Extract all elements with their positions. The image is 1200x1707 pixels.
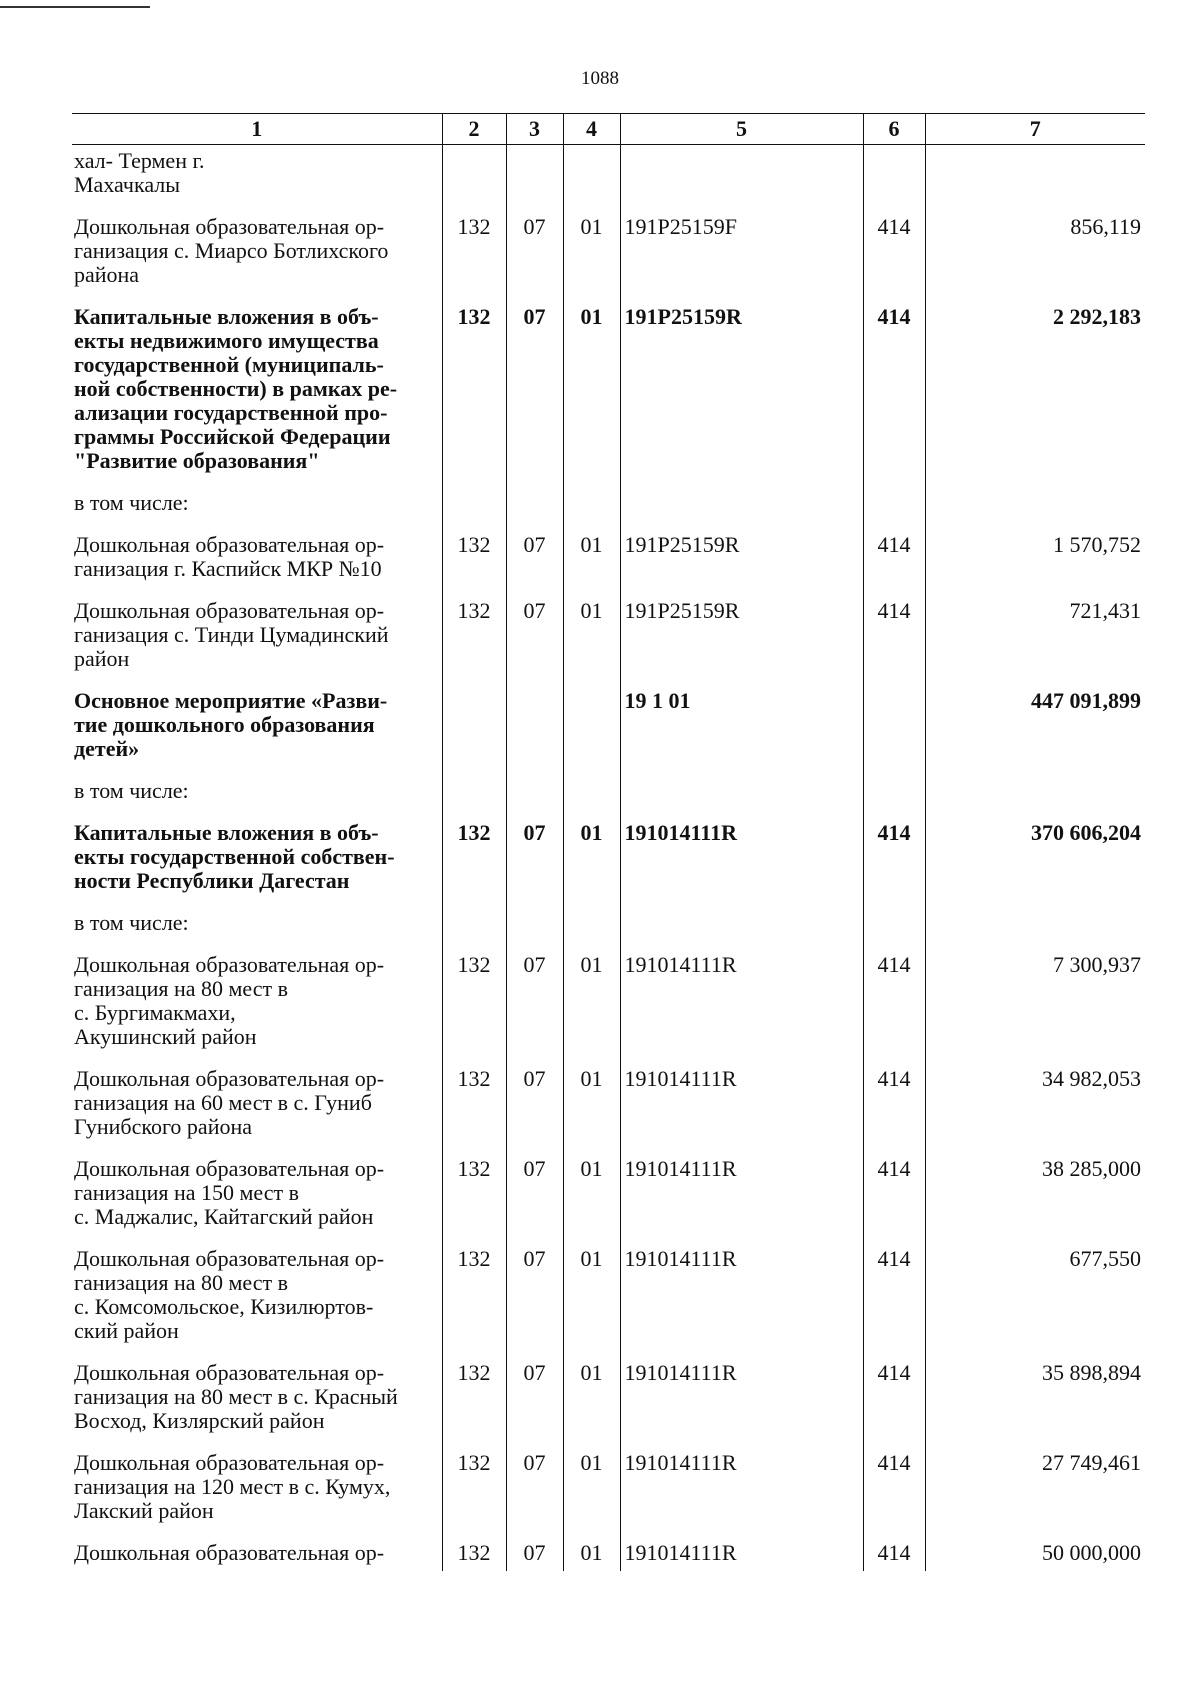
row-col3-cell xyxy=(506,911,563,953)
row-code-cell xyxy=(620,911,863,953)
row-col6-cell: 414 xyxy=(863,1541,925,1571)
row-col4-cell: 01 xyxy=(563,1361,620,1451)
row-col2-cell xyxy=(442,491,506,533)
row-amount-cell: 34 982,053 xyxy=(925,1067,1145,1157)
row-col3-cell xyxy=(506,779,563,821)
row-col2-cell xyxy=(442,145,506,216)
row-col2-cell: 132 xyxy=(442,821,506,911)
row-col6-cell: 414 xyxy=(863,1157,925,1247)
row-col3-cell: 07 xyxy=(506,215,563,305)
row-name-cell: Основное мероприятие «Разви- тие дошкольного образования детей» xyxy=(74,688,388,761)
row-amount-cell: 38 285,000 xyxy=(925,1157,1145,1247)
row-col2-cell xyxy=(442,911,506,953)
row-col2-cell xyxy=(442,689,506,779)
row-code-cell: 191014111R xyxy=(620,1451,863,1541)
row-amount-cell: 27 749,461 xyxy=(925,1451,1145,1541)
row-name-cell: Дошкольная образовательная ор- ганизация на 80 мест в с. Бургимакмахи, Акушинский район xyxy=(74,952,385,1049)
row-col3-cell: 07 xyxy=(506,1157,563,1247)
row-col6-cell: 414 xyxy=(863,1451,925,1541)
row-col4-cell xyxy=(563,689,620,779)
row-col6-cell xyxy=(863,911,925,953)
row-col2-cell: 132 xyxy=(442,1451,506,1541)
row-col2-cell: 132 xyxy=(442,953,506,1067)
row-amount-cell: 370 606,204 xyxy=(925,821,1145,911)
row-code-cell: 191P25159R xyxy=(620,599,863,689)
row-name-cell: Дошкольная образовательная ор- ганизация на 80 мест в с. Красный Восход, Кизлярский район xyxy=(74,1360,398,1433)
row-code-cell: 191014111R xyxy=(620,1157,863,1247)
row-name-cell: в том числе: xyxy=(74,778,189,803)
row-col3-cell: 07 xyxy=(506,1067,563,1157)
row-col4-cell: 01 xyxy=(563,305,620,491)
row-amount-cell: 856,119 xyxy=(925,215,1145,305)
row-col6-cell: 414 xyxy=(863,821,925,911)
row-col2-cell: 132 xyxy=(442,1067,506,1157)
table-row xyxy=(72,1157,1145,1247)
row-col6-cell xyxy=(863,689,925,779)
row-col4-cell xyxy=(563,145,620,216)
table-row xyxy=(72,491,1145,533)
row-col2-cell: 132 xyxy=(442,215,506,305)
table-row xyxy=(72,145,1145,216)
row-col4-cell: 01 xyxy=(563,1451,620,1541)
col-header-5: 5 xyxy=(620,114,863,145)
row-col2-cell xyxy=(442,779,506,821)
row-col6-cell xyxy=(863,779,925,821)
row-col4-cell: 01 xyxy=(563,215,620,305)
table-row xyxy=(72,1361,1145,1451)
row-col4-cell xyxy=(563,491,620,533)
row-name-cell: хал- Термен г. Махачкалы xyxy=(74,148,205,197)
row-col6-cell xyxy=(863,491,925,533)
row-amount-cell: 447 091,899 xyxy=(925,689,1145,779)
budget-table xyxy=(72,113,1145,1571)
header-row xyxy=(72,114,1145,145)
table-row xyxy=(72,305,1145,491)
row-code-cell: 191014111R xyxy=(620,953,863,1067)
row-name-cell: Капитальные вложения в объ- екты недвижимого имущества государственной (муниципаль- ной собственности) в рамках ре- ализации государственной про- граммы Российской Федерации "Развитие образования" xyxy=(74,304,398,473)
row-code-cell: 19 1 01 xyxy=(620,689,863,779)
row-col4-cell: 01 xyxy=(563,533,620,599)
row-name-cell: Дошкольная образовательная ор- ганизация с. Тинди Цумадинский район xyxy=(74,598,389,671)
row-name-cell: в том числе: xyxy=(74,490,189,515)
row-col3-cell: 07 xyxy=(506,1361,563,1451)
col-header-4: 4 xyxy=(563,114,620,145)
row-col4-cell: 01 xyxy=(563,1157,620,1247)
table-row xyxy=(72,953,1145,1067)
row-code-cell: 191P25159F xyxy=(620,215,863,305)
row-col6-cell xyxy=(863,145,925,216)
row-col6-cell: 414 xyxy=(863,1361,925,1451)
row-col3-cell: 07 xyxy=(506,599,563,689)
table-row xyxy=(72,1247,1145,1361)
col-header-1: 1 xyxy=(72,114,442,145)
row-amount-cell: 7 300,937 xyxy=(925,953,1145,1067)
row-name-cell: Дошкольная образовательная ор- ганизация с. Миарсо Ботлихского района xyxy=(74,214,389,287)
row-amount-cell xyxy=(925,911,1145,953)
row-name-cell: Дошкольная образовательная ор- ганизация на 120 мест в с. Кумух, Лакский район xyxy=(74,1450,391,1523)
row-amount-cell xyxy=(925,145,1145,216)
row-code-cell xyxy=(620,779,863,821)
row-col4-cell xyxy=(563,779,620,821)
row-col3-cell: 07 xyxy=(506,533,563,599)
row-code-cell xyxy=(620,491,863,533)
table-row xyxy=(72,215,1145,305)
row-amount-cell xyxy=(925,779,1145,821)
row-amount-cell: 1 570,752 xyxy=(925,533,1145,599)
row-col4-cell: 01 xyxy=(563,953,620,1067)
row-col2-cell: 132 xyxy=(442,305,506,491)
row-col3-cell: 07 xyxy=(506,305,563,491)
table-row xyxy=(72,599,1145,689)
row-col6-cell: 414 xyxy=(863,1247,925,1361)
row-amount-cell: 35 898,894 xyxy=(925,1361,1145,1451)
row-col3-cell: 07 xyxy=(506,821,563,911)
row-col4-cell xyxy=(563,911,620,953)
row-name-cell: Капитальные вложения в объ- екты государственной собствен- ности Республики Дагестан xyxy=(74,820,395,893)
table-body xyxy=(72,145,1145,1572)
col-header-2: 2 xyxy=(442,114,506,145)
col-header-3: 3 xyxy=(506,114,563,145)
row-col4-cell: 01 xyxy=(563,821,620,911)
table-row xyxy=(72,689,1145,779)
table-row xyxy=(72,1067,1145,1157)
row-name-cell: Дошкольная образовательная ор- xyxy=(74,1540,385,1565)
row-col6-cell: 414 xyxy=(863,1067,925,1157)
row-col3-cell: 07 xyxy=(506,1541,563,1571)
row-col2-cell: 132 xyxy=(442,1157,506,1247)
row-code-cell: 191014111R xyxy=(620,1067,863,1157)
row-col6-cell: 414 xyxy=(863,533,925,599)
scan-edge-mark xyxy=(0,6,150,8)
row-col3-cell: 07 xyxy=(506,953,563,1067)
row-col3-cell: 07 xyxy=(506,1451,563,1541)
row-amount-cell: 2 292,183 xyxy=(925,305,1145,491)
row-name-cell: Дошкольная образовательная ор- ганизация г. Каспийск МКР №10 xyxy=(74,532,385,581)
row-code-cell: 191014111R xyxy=(620,1247,863,1361)
row-col2-cell: 132 xyxy=(442,599,506,689)
row-col4-cell: 01 xyxy=(563,1067,620,1157)
row-col6-cell: 414 xyxy=(863,953,925,1067)
table-row xyxy=(72,1541,1145,1571)
col-header-6: 6 xyxy=(863,114,925,145)
row-code-cell xyxy=(620,145,863,216)
row-col3-cell xyxy=(506,491,563,533)
row-name-cell: Дошкольная образовательная ор- ганизация на 60 мест в с. Гуниб Гунибского района xyxy=(74,1066,385,1139)
row-amount-cell xyxy=(925,491,1145,533)
row-col2-cell: 132 xyxy=(442,533,506,599)
row-amount-cell: 721,431 xyxy=(925,599,1145,689)
row-col6-cell: 414 xyxy=(863,215,925,305)
row-col4-cell: 01 xyxy=(563,1247,620,1361)
row-col2-cell: 132 xyxy=(442,1541,506,1571)
row-code-cell: 191014111R xyxy=(620,821,863,911)
row-col6-cell: 414 xyxy=(863,305,925,491)
row-col2-cell: 132 xyxy=(442,1247,506,1361)
table-row xyxy=(72,1451,1145,1541)
table-row xyxy=(72,533,1145,599)
row-code-cell: 191P25159R xyxy=(620,305,863,491)
row-col4-cell: 01 xyxy=(563,1541,620,1571)
row-code-cell: 191014111R xyxy=(620,1541,863,1571)
row-amount-cell: 50 000,000 xyxy=(925,1541,1145,1571)
row-col3-cell xyxy=(506,689,563,779)
row-col2-cell: 132 xyxy=(442,1361,506,1451)
row-col6-cell: 414 xyxy=(863,599,925,689)
page-number: 1088 xyxy=(581,68,619,89)
table-row xyxy=(72,821,1145,911)
row-name-cell: Дошкольная образовательная ор- ганизация на 150 мест в с. Маджалис, Кайтагский район xyxy=(74,1156,385,1229)
col-header-7: 7 xyxy=(925,114,1145,145)
row-col4-cell: 01 xyxy=(563,599,620,689)
row-name-cell: в том числе: xyxy=(74,910,189,935)
row-code-cell: 191P25159R xyxy=(620,533,863,599)
row-code-cell: 191014111R xyxy=(620,1361,863,1451)
table-row xyxy=(72,779,1145,821)
row-col3-cell xyxy=(506,145,563,216)
row-name-cell: Дошкольная образовательная ор- ганизация на 80 мест в с. Комсомольское, Кизилюртов- ский район xyxy=(74,1246,385,1343)
row-amount-cell: 677,550 xyxy=(925,1247,1145,1361)
row-col3-cell: 07 xyxy=(506,1247,563,1361)
table-row xyxy=(72,911,1145,953)
